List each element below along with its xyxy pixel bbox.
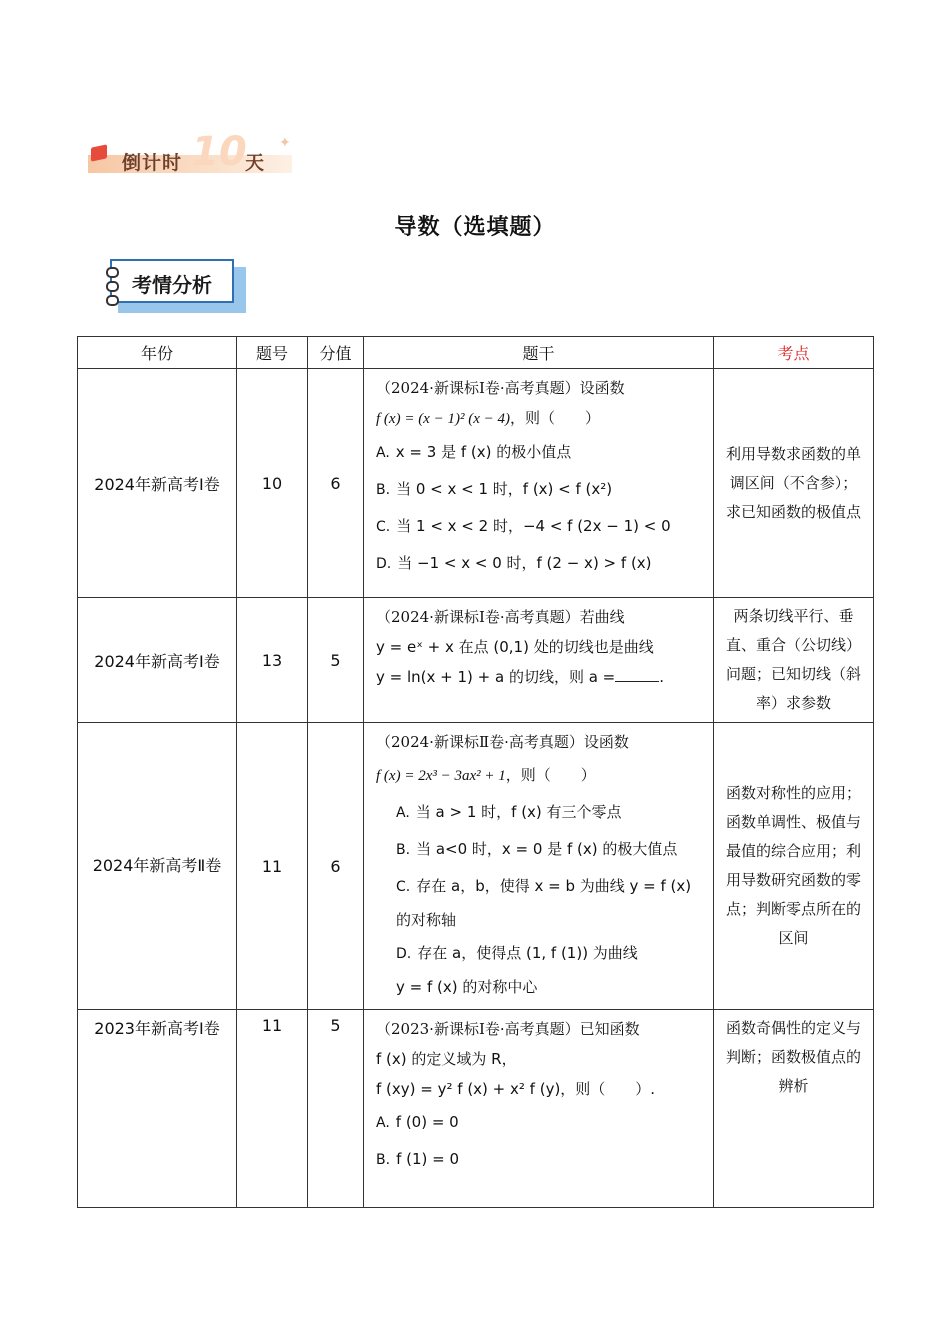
stem-formula-line <box>376 403 705 434</box>
stem-source: （2024·新课标Ⅱ卷·高考真题）设函数 <box>376 733 629 751</box>
cell-score: 6 <box>308 369 364 598</box>
stem-source: （2024·新课标Ⅰ卷·高考真题）若曲线 <box>376 608 625 626</box>
stem-line: f (x) 的定义域为 R， <box>376 1050 517 1068</box>
header-number: 题号 <box>237 337 308 369</box>
option-b: B. 当 a<0 时，x = 0 是 f (x) 的极大值点 <box>396 840 678 858</box>
option-b: B. f (1) = 0 <box>376 1150 460 1168</box>
option-d: D. 存在 a，使得点 (1, f (1)) 为曲线 <box>396 944 638 962</box>
header-score: 分值 <box>308 337 364 369</box>
cell-stem <box>364 1010 714 1208</box>
table-row <box>78 723 874 1010</box>
stem-source: （2023·新课标Ⅰ卷·高考真题）已知函数 <box>376 1020 640 1038</box>
stem-formula: f (x) = (x − 1)² (x − 4) <box>376 411 510 427</box>
cell-score: 5 <box>308 1010 364 1208</box>
cell-point: 利用导数求函数的单调区间（不含参）；求已知函数的极值点 <box>714 369 874 598</box>
cell-number: 11 <box>237 1010 308 1208</box>
cell-point: 函数对称性的应用；函数单调性、极值与最值的综合应用；利用导数研究函数的零点；判断零点所在的区间 <box>714 723 874 1010</box>
option-c: C. 存在 a，b，使得 x = b 为曲线 y = f (x) <box>396 877 692 895</box>
cell-year: 2024年新高考Ⅰ卷 <box>78 369 237 598</box>
table-row <box>78 369 874 598</box>
cell-number: 10 <box>237 369 308 598</box>
countdown-banner <box>88 129 294 177</box>
section-tag <box>110 259 246 313</box>
cell-stem <box>364 369 714 598</box>
option-a: A. x = 3 是 f (x) 的极小值点 <box>376 443 572 461</box>
option-d-cont: y = f (x) 的对称中心 <box>396 978 538 996</box>
option-a: A. 当 a > 1 时，f (x) 有三个零点 <box>396 803 622 821</box>
option-c-cont: 的对称轴 <box>396 911 457 929</box>
cell-stem <box>364 598 714 723</box>
binder-rings-icon <box>106 267 119 309</box>
header-stem: 题干 <box>364 337 714 369</box>
cell-point: 函数奇偶性的定义与判断；函数极值点的辨析 <box>714 1010 874 1208</box>
sparkle-icon: ✦ <box>279 135 291 151</box>
exam-analysis-table <box>77 336 874 1208</box>
option-d: D. 当 −1 < x < 0 时，f (2 − x) > f (x) <box>376 554 652 572</box>
option-b: B. 当 0 < x < 1 时，f (x) < f (x²) <box>376 480 613 498</box>
stem-after: ，则（ ） <box>505 766 596 784</box>
table-row <box>78 1010 874 1208</box>
document-title: 导数（选填题） <box>394 215 556 240</box>
table-header-row <box>78 337 874 369</box>
cell-number: 13 <box>237 598 308 723</box>
cell-year: 2024年新高考Ⅰ卷 <box>78 598 237 723</box>
stem-after: ，则（ ） <box>509 409 600 427</box>
option-c: C. 当 1 < x < 2 时，−4 < f (2x − 1) < 0 <box>376 517 671 535</box>
cell-stem <box>364 723 714 1010</box>
answer-blank[interactable] <box>615 667 659 682</box>
banner-prefix: 倒计时 <box>122 152 183 174</box>
cell-point: 两条切线平行、垂直、重合（公切线）问题；已知切线（斜率）求参数 <box>714 598 874 723</box>
cell-number: 11 <box>237 723 308 1010</box>
banner-number: 10 <box>191 129 247 175</box>
cell-score: 5 <box>308 598 364 723</box>
stem-line: y = eˣ + x 在点 (0,1) 处的切线也是曲线 <box>376 638 654 656</box>
header-point: 考点 <box>714 337 874 369</box>
cell-score: 6 <box>308 723 364 1010</box>
option-a: A. f (0) = 0 <box>376 1113 459 1131</box>
stem-source: （2024·新课标Ⅰ卷·高考真题）设函数 <box>376 379 625 397</box>
cell-year: 2023年新高考Ⅰ卷 <box>78 1010 237 1208</box>
banner-suffix: 天 <box>245 152 265 174</box>
stem-line: y = ln(x + 1) + a 的切线，则 a = . <box>376 668 665 686</box>
stem-formula: f (x) = 2x³ − 3ax² + 1 <box>376 768 506 784</box>
cell-year: 2024年新高考Ⅱ卷 <box>78 723 237 1010</box>
table-row <box>78 598 874 723</box>
stem-formula-line <box>376 757 705 794</box>
header-year: 年份 <box>78 337 237 369</box>
stem-line: f (xy) = y² f (x) + x² f (y)，则（ ）. <box>376 1080 656 1098</box>
section-tag-label: 考情分析 <box>132 273 212 297</box>
